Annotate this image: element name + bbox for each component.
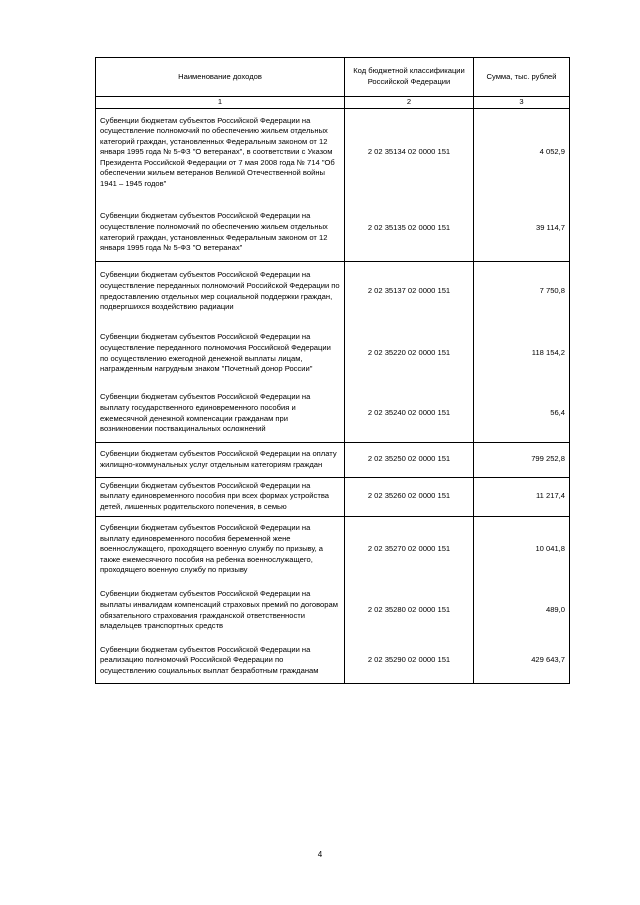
- row-amount: 4 052,9: [474, 108, 570, 197]
- row-budget-code: 2 02 35290 02 0000 151: [345, 639, 474, 684]
- table-row: [96, 322, 570, 386]
- header-amount: Сумма, тыс. рублей: [474, 58, 570, 97]
- table-row: [96, 477, 570, 516]
- row-revenue-name: Субвенции бюджетам субъектов Российской Федерации на выплаты инвалидам компенсаций страховых премий по договорам обязательного страхования гражданской ответственности владельцев транспортных средств: [96, 583, 345, 639]
- row-amount: 118 154,2: [474, 322, 570, 386]
- row-revenue-name: Субвенции бюджетам субъектов Российской Федерации на выплату государственного единовременного пособия и ежемесячной денежной компенсации гражданам при возникновении поствакцинальных осложнений: [96, 386, 345, 443]
- table-row: [96, 516, 570, 583]
- row-revenue-name: Субвенции бюджетам субъектов Российской Федерации на выплату единовременного пособия при всех формах устройства детей, лишенных родительского попечения, в семью: [96, 477, 345, 516]
- row-budget-code: 2 02 35270 02 0000 151: [345, 516, 474, 583]
- header-revenue-name: Наименование доходов: [96, 58, 345, 97]
- row-revenue-name: Субвенции бюджетам субъектов Российской Федерации на осуществление переданного полномочия Российской Федерации по осуществлению ежегодной денежной выплаты лицам, награжденным нагрудным знаком "Почетный донор России": [96, 322, 345, 386]
- row-budget-code: 2 02 35137 02 0000 151: [345, 261, 474, 322]
- row-amount: 56,4: [474, 386, 570, 443]
- row-revenue-name: Субвенции бюджетам субъектов Российской Федерации на оплату жилищно-коммунальных услуг отдельным категориям граждан: [96, 442, 345, 477]
- row-revenue-name: Субвенции бюджетам субъектов Российской Федерации на осуществление переданных полномочий Российской Федерации по предоставлению отдельных мер социальной поддержки граждан, подвергшихся воздействию радиации: [96, 261, 345, 322]
- table-row: [96, 442, 570, 477]
- row-budget-code: 2 02 35220 02 0000 151: [345, 322, 474, 386]
- revenue-table: [95, 57, 570, 684]
- row-budget-code: 2 02 35250 02 0000 151: [345, 442, 474, 477]
- row-amount: 7 750,8: [474, 261, 570, 322]
- row-revenue-name: Субвенции бюджетам субъектов Российской Федерации на реализацию полномочий Российской Федерации по осуществлению социальных выплат безработным гражданам: [96, 639, 345, 684]
- table-column-numbers-row: [96, 97, 570, 109]
- row-amount: 429 643,7: [474, 639, 570, 684]
- table-row: [96, 583, 570, 639]
- row-budget-code: 2 02 35134 02 0000 151: [345, 108, 474, 197]
- table-header-row: [96, 58, 570, 97]
- row-revenue-name: Субвенции бюджетам субъектов Российской Федерации на осуществление полномочий по обеспечению жильем отдельных категорий граждан, установленных Федеральным законом от 12 января 1995 года № 5-ФЗ "О ветеранах", в соответствии с Указом Президента Российской Федерации от 7 мая 2008 года № 714 "Об обеспечении жильем ветеранов Великой Отечественной войны 1941 – 1945 годов": [96, 108, 345, 197]
- row-budget-code: 2 02 35240 02 0000 151: [345, 386, 474, 443]
- row-revenue-name: Субвенции бюджетам субъектов Российской Федерации на осуществление полномочий по обеспечению жильем отдельных категорий граждан, установленных Федеральным законом от 12 января 1995 года № 5-ФЗ "О ветеранах": [96, 197, 345, 262]
- row-amount: 489,0: [474, 583, 570, 639]
- table-row: [96, 108, 570, 197]
- table-row: [96, 197, 570, 262]
- header-budget-code: Код бюджетной классификации Российской Федерации: [345, 58, 474, 97]
- table-row: [96, 386, 570, 443]
- row-budget-code: 2 02 35260 02 0000 151: [345, 477, 474, 516]
- row-budget-code: 2 02 35280 02 0000 151: [345, 583, 474, 639]
- column-number-1: 1: [96, 97, 345, 109]
- row-amount: 11 217,4: [474, 477, 570, 516]
- table-row: [96, 261, 570, 322]
- row-amount: 39 114,7: [474, 197, 570, 262]
- page-number: 4: [317, 850, 323, 859]
- table-row: [96, 639, 570, 684]
- row-amount: 799 252,8: [474, 442, 570, 477]
- row-budget-code: 2 02 35135 02 0000 151: [345, 197, 474, 262]
- row-amount: 10 041,8: [474, 516, 570, 583]
- column-number-2: 2: [345, 97, 474, 109]
- row-revenue-name: Субвенции бюджетам субъектов Российской Федерации на выплату единовременного пособия беременной жене военнослужащего, проходящего военную службу по призыву, а также ежемесячного пособия на ребенка военнослужащего, проходящего военную службу по призыву: [96, 516, 345, 583]
- column-number-3: 3: [474, 97, 570, 109]
